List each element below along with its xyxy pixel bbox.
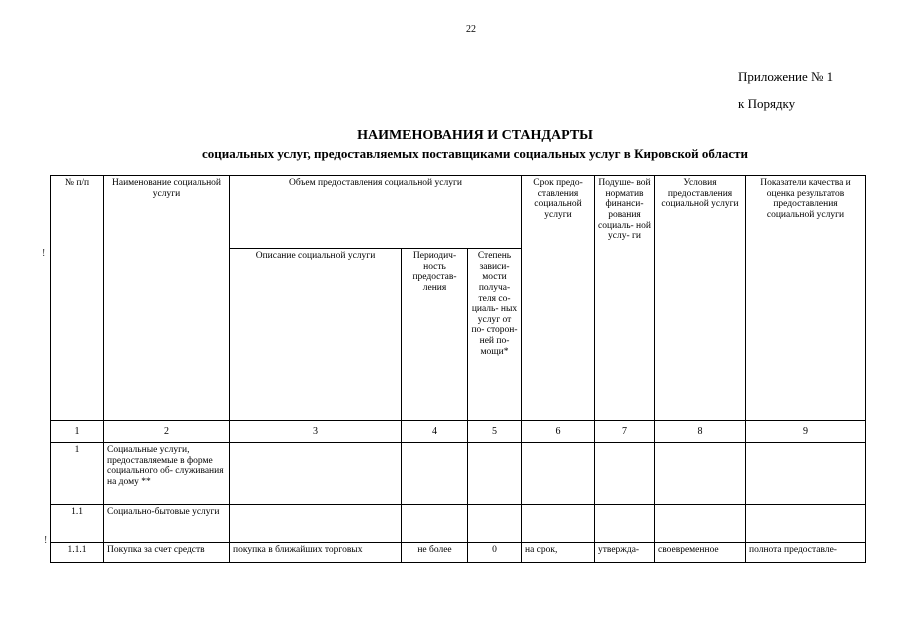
header-quality: Показатели качества и оценка результатов предоставления социальной услуги	[746, 176, 866, 421]
column-number: 6	[522, 421, 595, 443]
row-quality	[746, 443, 866, 505]
row-conditions	[655, 505, 746, 543]
column-number-row	[51, 421, 866, 443]
appendix-reference: к Порядку	[738, 96, 796, 111]
page-number: 22	[466, 24, 476, 35]
row-no: 1.1	[51, 505, 104, 543]
table-row	[51, 443, 866, 505]
row-norm: утвержда-	[595, 543, 655, 563]
standards-table	[50, 175, 866, 563]
row-quality	[746, 505, 866, 543]
scan-artifact: !	[42, 248, 46, 259]
header-conditions: Условия предоставления социальной услуги	[655, 176, 746, 421]
row-description	[230, 505, 402, 543]
row-term	[522, 443, 595, 505]
column-number: 4	[402, 421, 468, 443]
document-subtitle: социальных услуг, предоставляемых поставщиками социальных услуг в Кировской области	[201, 146, 749, 161]
header-no: № п/п	[51, 176, 104, 421]
row-dependency	[468, 443, 522, 505]
document-title: НАИМЕНОВАНИЯ И СТАНДАРТЫ	[357, 128, 593, 143]
row-description: покупка в ближайших торговых	[230, 543, 402, 563]
column-number: 2	[104, 421, 230, 443]
header-norm: Подуше- вой норматив финанси- рования социаль- ной услу- ги	[595, 176, 655, 421]
row-norm	[595, 505, 655, 543]
header-description: Описание социальной услуги	[230, 249, 402, 421]
row-no: 1	[51, 443, 104, 505]
table-header-row	[51, 176, 866, 249]
row-service-name: Покупка за счет средств	[104, 543, 230, 563]
row-conditions	[655, 443, 746, 505]
row-norm	[595, 443, 655, 505]
column-number: 3	[230, 421, 402, 443]
row-periodicity	[402, 443, 468, 505]
column-number: 7	[595, 421, 655, 443]
column-number: 8	[655, 421, 746, 443]
header-dependency: Степень зависи- мости получа- теля со- циаль- ных услуг от по- сторон- ней по- мощи*	[468, 249, 522, 421]
header-periodicity: Периодич- ность предостав- ления	[402, 249, 468, 421]
row-term: на срок,	[522, 543, 595, 563]
row-no: 1.1.1	[51, 543, 104, 563]
table-row	[51, 505, 866, 543]
row-quality: полнота предоставле-	[746, 543, 866, 563]
row-term	[522, 505, 595, 543]
row-periodicity: не более	[402, 543, 468, 563]
row-service-name: Социальные услуги, предоставляемые в форме социального об- служивания на дому **	[104, 443, 230, 505]
row-service-name: Социально-бытовые услуги	[104, 505, 230, 543]
row-conditions: своевременное	[655, 543, 746, 563]
row-dependency: 0	[468, 543, 522, 563]
appendix-label: Приложение № 1	[738, 69, 834, 84]
row-dependency	[468, 505, 522, 543]
scan-artifact: !	[44, 535, 48, 546]
header-term: Срок предо- ставления социальной услуги	[522, 176, 595, 421]
header-volume: Объем предоставления социальной услуги	[230, 176, 522, 249]
row-description	[230, 443, 402, 505]
column-number: 1	[51, 421, 104, 443]
row-periodicity	[402, 505, 468, 543]
header-service-name: Наименование социальной услуги	[104, 176, 230, 421]
column-number: 9	[746, 421, 866, 443]
table-row	[51, 543, 866, 563]
column-number: 5	[468, 421, 522, 443]
